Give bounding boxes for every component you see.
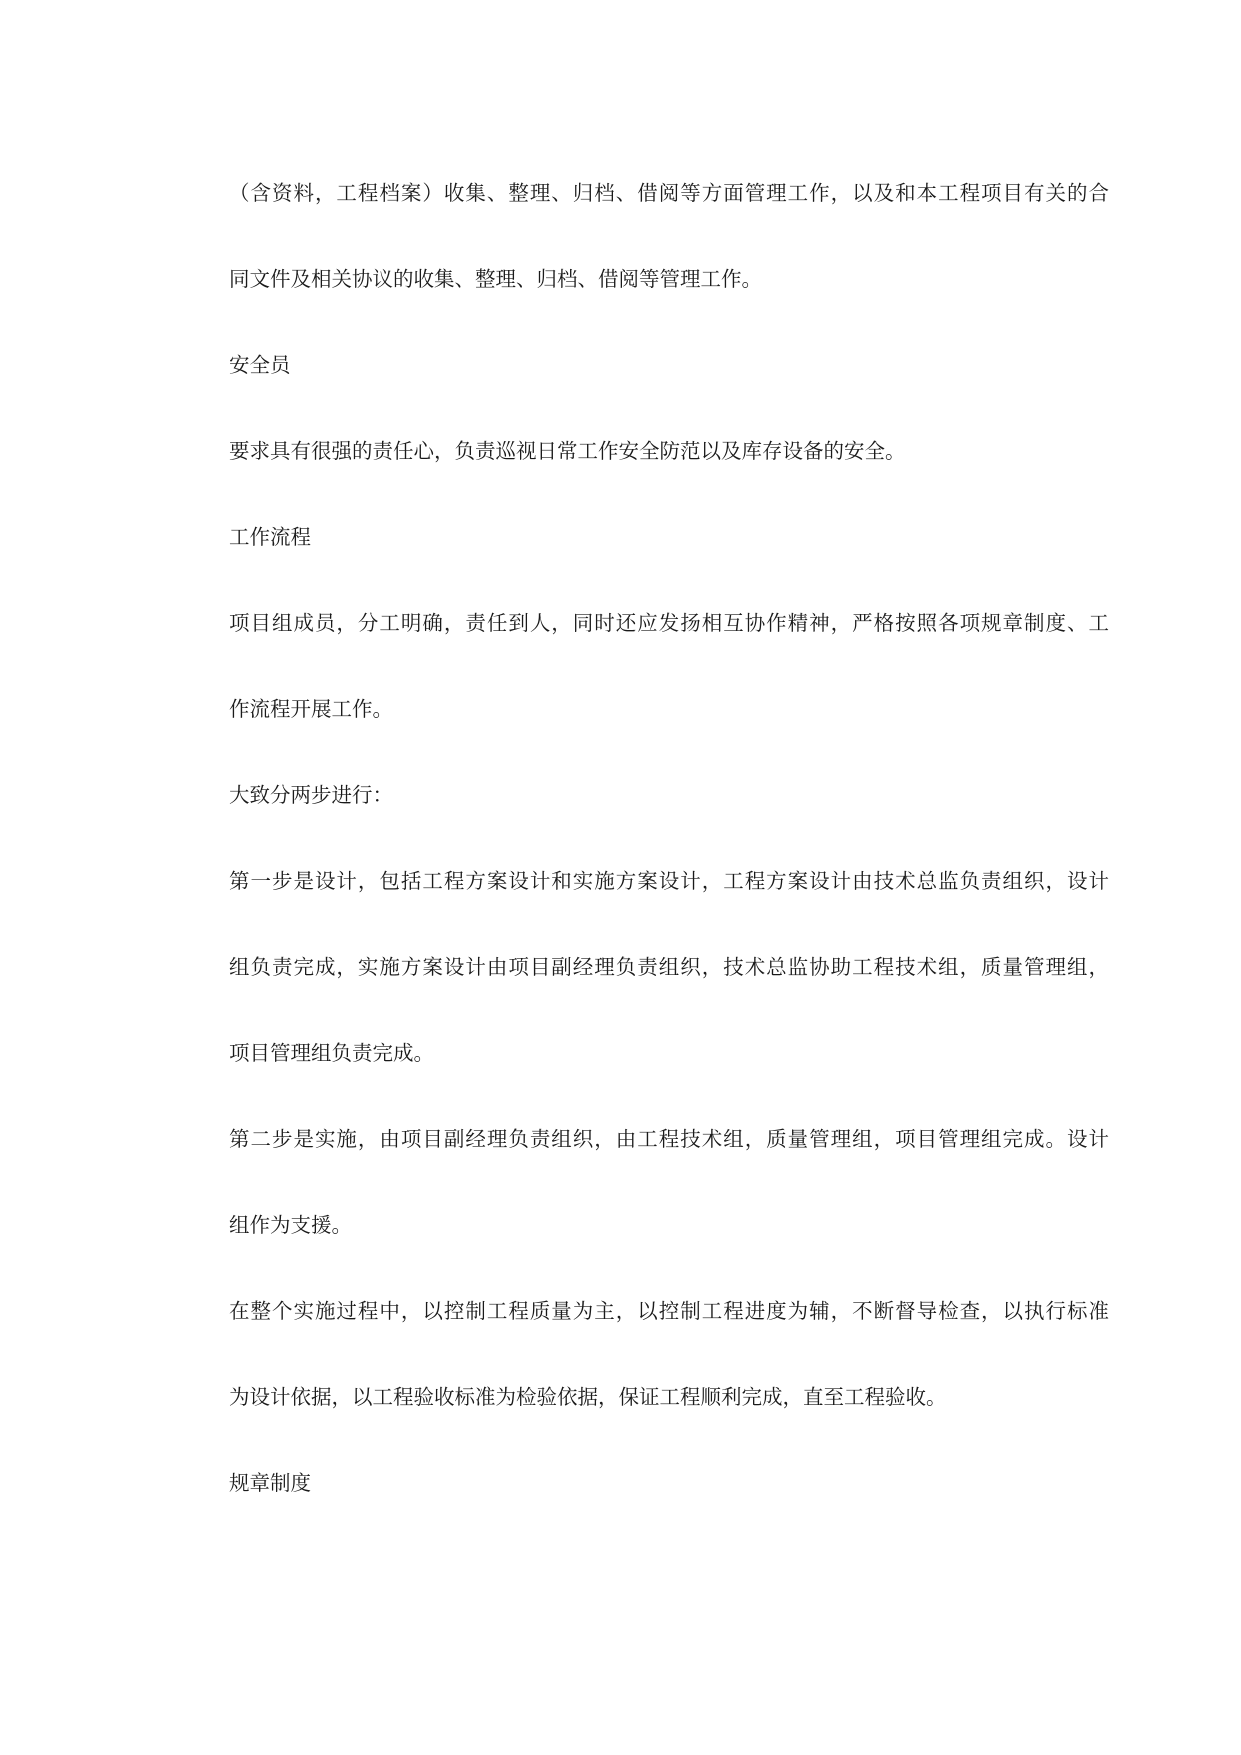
body-text-line: 第二步是实施，由项目副经理负责组织，由工程技术组，质量管理组，项目管理组完成。设计	[229, 1127, 1109, 1151]
body-text-line: 同文件及相关协议的收集、整理、归档、借阅等管理工作。	[229, 267, 762, 291]
body-text-line: 为设计依据，以工程验收标准为检验依据，保证工程顺利完成，直至工程验收。	[229, 1385, 947, 1409]
body-text-line: 要求具有很强的责任心，负责巡视日常工作安全防范以及库存设备的安全。	[229, 439, 906, 463]
body-text-line: 组负责完成，实施方案设计由项目副经理负责组织，技术总监协助工程技术组，质量管理组，	[229, 955, 1109, 979]
section-heading: 安全员	[229, 353, 291, 377]
body-text-line: （含资料，工程档案）收集、整理、归档、借阅等方面管理工作，以及和本工程项目有关的合	[229, 181, 1109, 205]
section-heading: 规章制度	[229, 1471, 311, 1495]
section-heading: 工作流程	[229, 525, 311, 549]
body-text-line: 第一步是设计，包括工程方案设计和实施方案设计，工程方案设计由技术总监负责组织，设计	[229, 869, 1109, 893]
body-text-line: 在整个实施过程中，以控制工程质量为主，以控制工程进度为辅，不断督导检查，以执行标准	[229, 1299, 1109, 1323]
body-text-line: 项目管理组负责完成。	[229, 1041, 434, 1065]
body-text-line: 作流程开展工作。	[229, 697, 393, 721]
body-text-line: 项目组成员，分工明确，责任到人，同时还应发扬相互协作精神，严格按照各项规章制度、工	[229, 611, 1109, 635]
body-text-line: 大致分两步进行：	[229, 783, 393, 807]
body-text-line: 组作为支援。	[229, 1213, 352, 1237]
